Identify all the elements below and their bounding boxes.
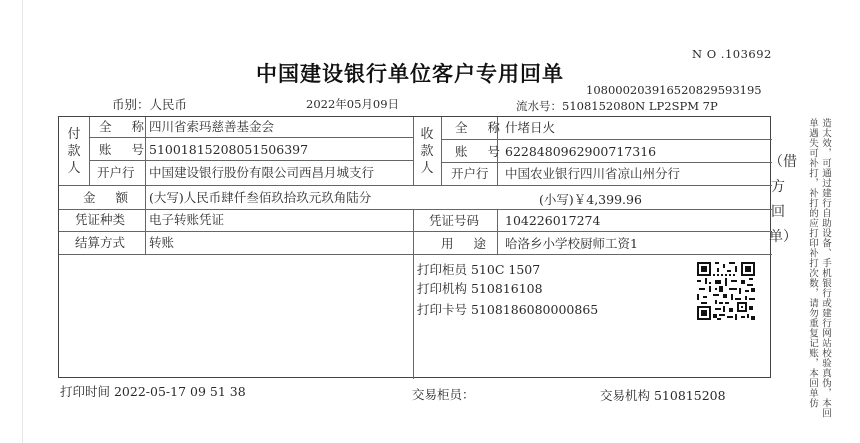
payer-bank: 中国建设银行股份有限公司西昌月城支行 bbox=[149, 165, 375, 180]
payee-row-divider-2 bbox=[441, 162, 772, 163]
serial-number: 流水号：5108152080N LP2SPM 7P bbox=[516, 99, 718, 113]
print-time: 打印时间 2022-05-17 09 51 38 bbox=[60, 384, 246, 399]
trade-org: 交易机构 510815208 bbox=[600, 388, 726, 403]
print-card: 打印卡号 5108186080000865 bbox=[417, 302, 599, 317]
voucher-no-value: 104226017274 bbox=[505, 213, 601, 228]
settlement-label: 结算方式 bbox=[75, 235, 126, 250]
payee-account-label: 账 号 bbox=[455, 144, 508, 159]
payee-name-label: 全 称 bbox=[455, 120, 508, 135]
payer-name: 四川省索玛慈善基金会 bbox=[149, 119, 275, 134]
payee-row-divider-1 bbox=[441, 139, 772, 140]
receipt-number: N O .103692 bbox=[692, 47, 772, 61]
payer-row-divider-2 bbox=[89, 160, 413, 161]
party-bottom-line bbox=[59, 185, 772, 186]
settlement-value: 转账 bbox=[149, 235, 175, 250]
payee-label-divider bbox=[441, 117, 442, 185]
receipt-table bbox=[58, 116, 771, 378]
receipt-date: 2022年05月09日 bbox=[306, 97, 400, 111]
trade-teller: 交易柜员： bbox=[412, 387, 475, 402]
transaction-long-number: 108000203916520829593195 bbox=[586, 83, 762, 97]
payer-label: 付款人 bbox=[67, 127, 81, 176]
payee-account: 6228480962900717316 bbox=[505, 144, 657, 159]
print-area-divider bbox=[413, 254, 414, 379]
print-teller: 打印柜员 510C 1507 bbox=[417, 262, 541, 277]
voucher-value-divider bbox=[497, 209, 498, 254]
amount-figures: (小写)￥4,399.96 bbox=[539, 192, 642, 207]
payer-bank-label: 开户行 bbox=[97, 165, 135, 180]
voucher-no-label: 凭证号码 bbox=[429, 213, 480, 228]
payee-name: 什堵日火 bbox=[505, 120, 556, 135]
payer-name-label: 全 称 bbox=[99, 119, 152, 134]
qr-code-icon bbox=[697, 262, 755, 320]
purpose-value: 哈洛乡小学校厨师工资1 bbox=[505, 236, 638, 251]
payee-bank: 中国农业银行四川省凉山州分行 bbox=[505, 166, 681, 181]
settlement-bottom-line bbox=[59, 254, 772, 255]
page-title: 中国建设银行单位客户专用回单 bbox=[256, 62, 564, 86]
voucher-type-value: 电子转账凭证 bbox=[149, 212, 225, 227]
payer-account-label: 账 号 bbox=[99, 142, 152, 157]
voucher-type-label: 凭证种类 bbox=[75, 212, 126, 227]
debit-receipt-label: （借方回单） bbox=[769, 154, 797, 245]
payer-label-divider bbox=[89, 117, 90, 185]
amount-label: 金 额 bbox=[83, 190, 136, 205]
payee-bank-label: 开户行 bbox=[451, 166, 489, 181]
verification-note: 造太效，可通过建行自助设备、手机银行或建行网站校验真伪，本回单遇失可补打，补打的应打印补打次数，请勿重复记账，本回单仿 bbox=[807, 118, 831, 418]
amount-words: (大写)人民币肆仟叁佰玖拾玖元玖角陆分 bbox=[149, 190, 372, 205]
center-divider bbox=[413, 117, 414, 185]
payer-account: 51001815208051506397 bbox=[149, 142, 309, 157]
label-column-divider bbox=[145, 117, 146, 254]
voucher-bottom-line bbox=[59, 231, 772, 232]
voucher-mid-divider bbox=[413, 209, 414, 254]
scan-edge-line bbox=[22, 0, 23, 443]
print-org: 打印机构 510816108 bbox=[417, 281, 543, 296]
amount-bottom-line bbox=[59, 209, 772, 210]
payer-row-divider-1 bbox=[89, 137, 413, 138]
currency-label: 币别：人民币 bbox=[112, 97, 188, 112]
payee-label: 收款人 bbox=[420, 127, 434, 176]
purpose-label: 用 途 bbox=[441, 236, 494, 251]
